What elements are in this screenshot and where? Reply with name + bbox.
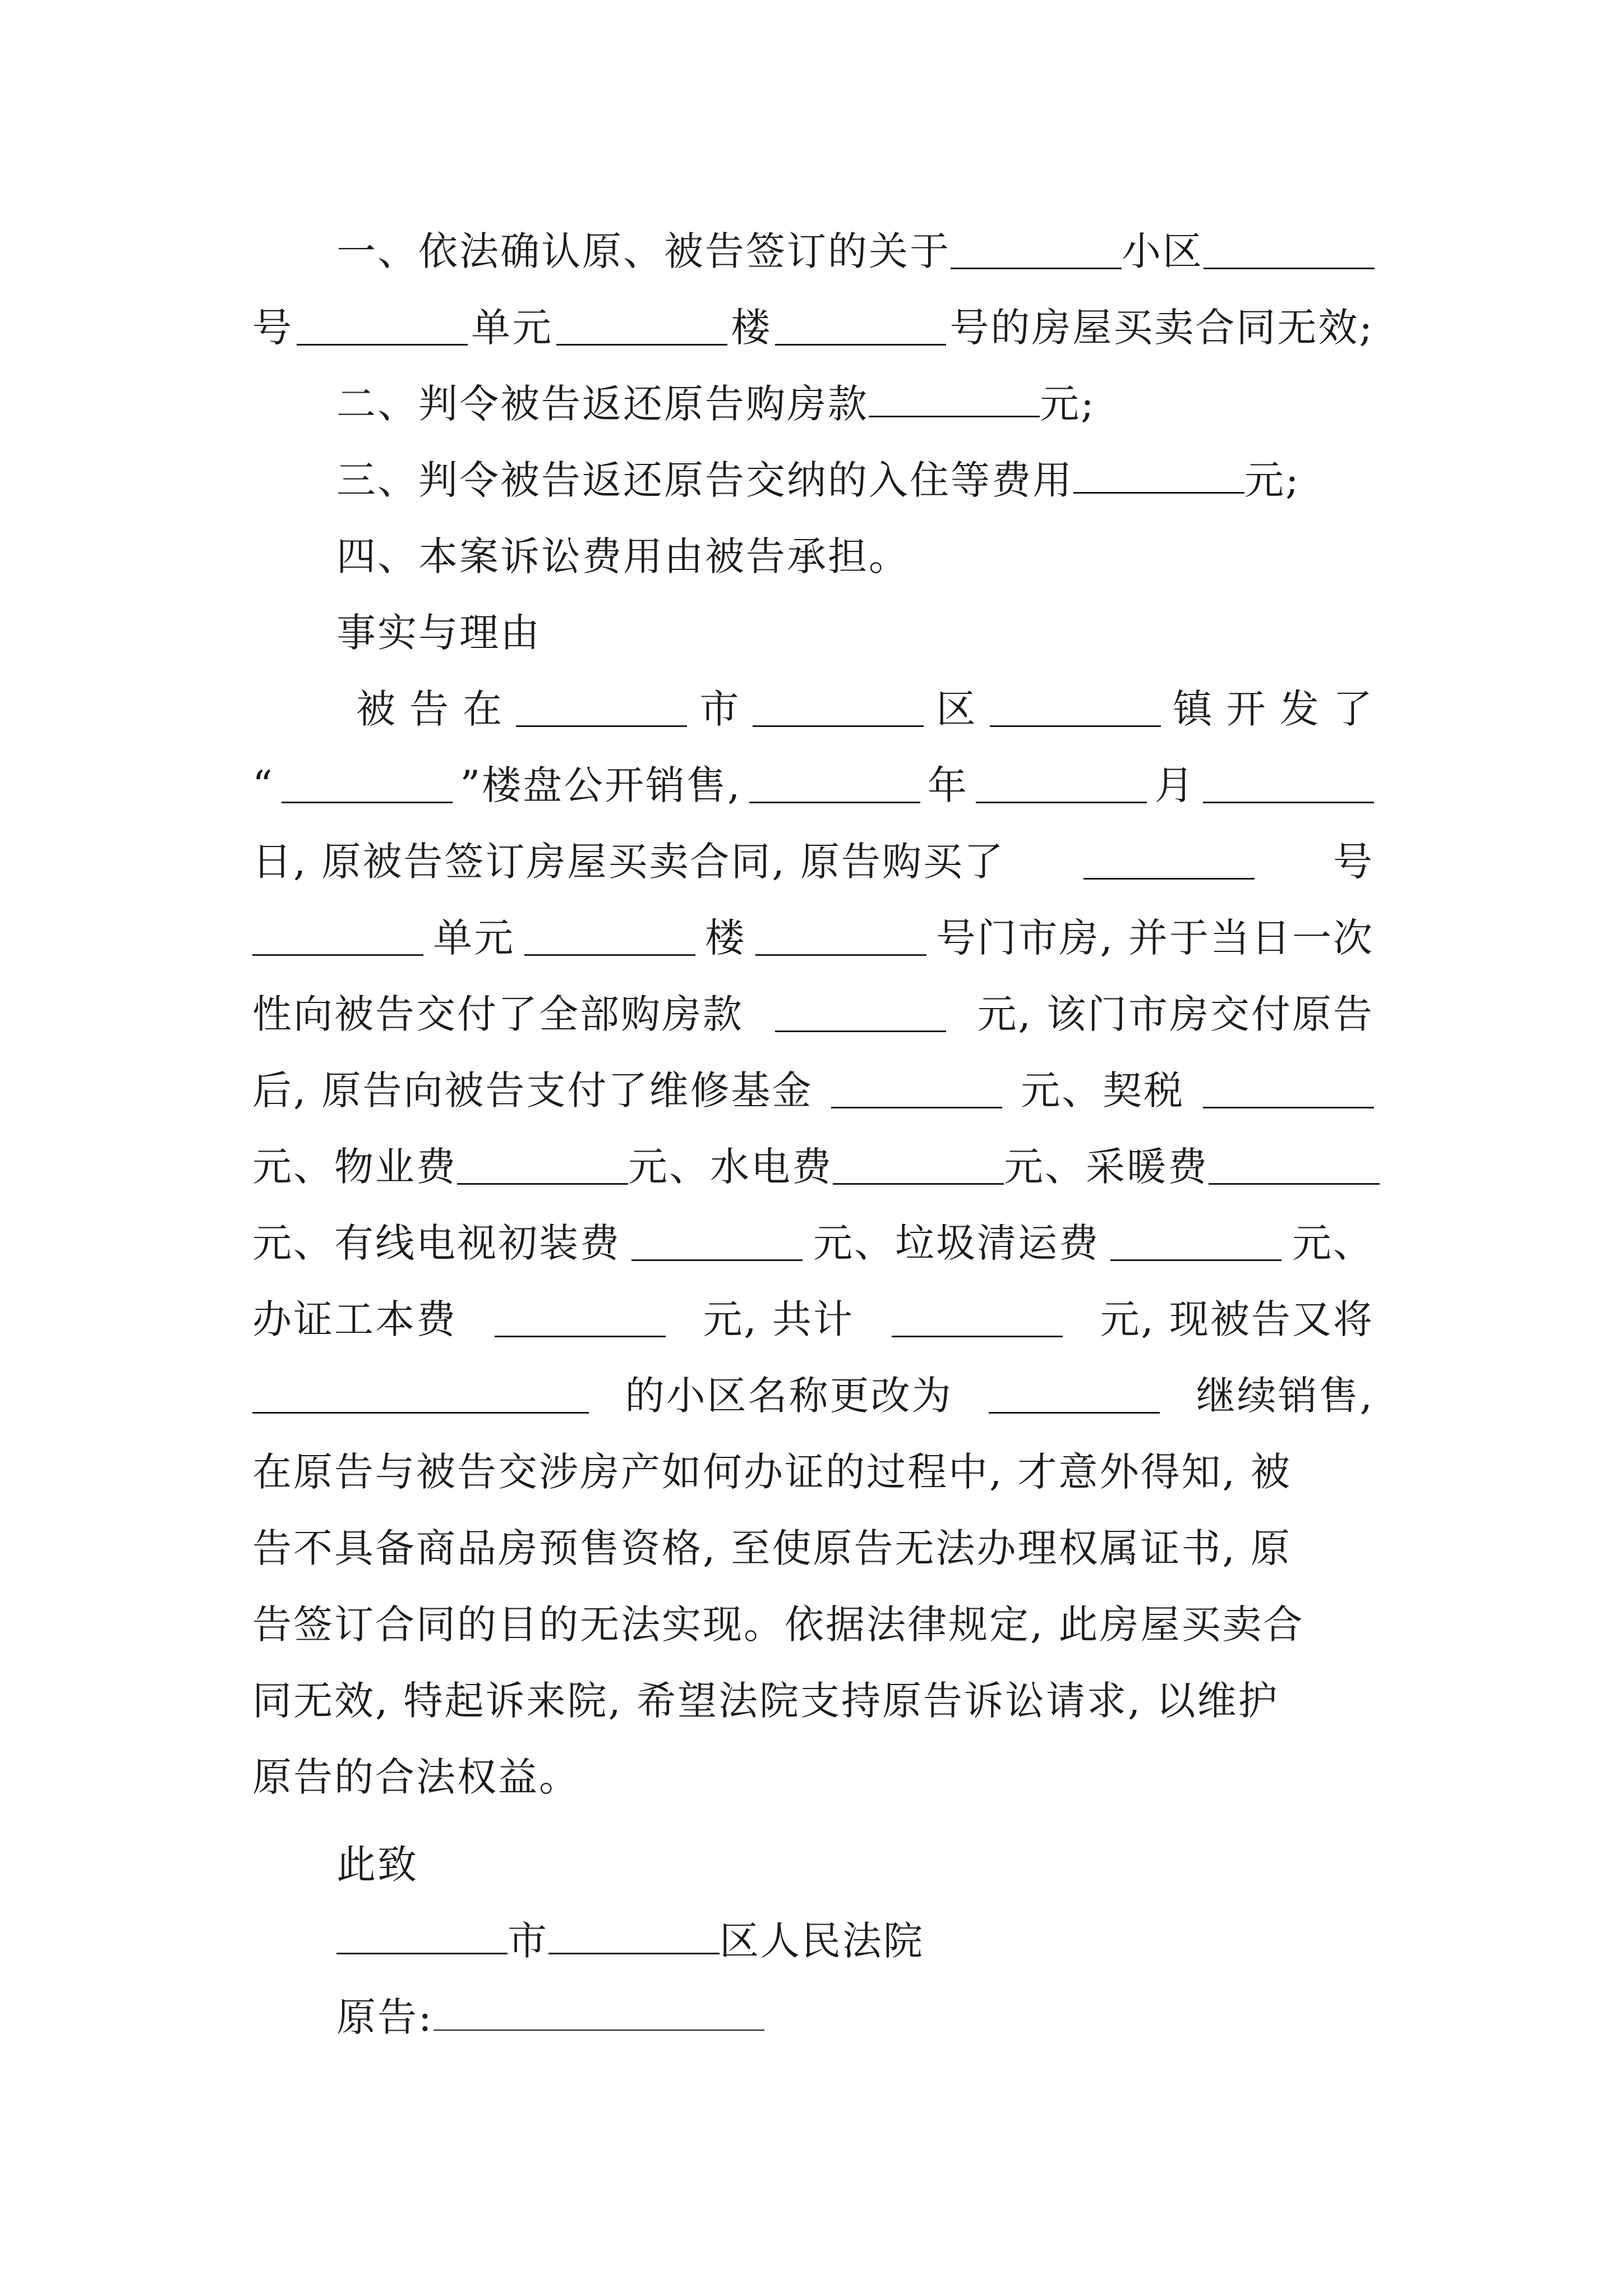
facts-text: 原告的合法权益。: [252, 1754, 580, 1800]
facts-text: ”楼盘公开销售,: [460, 762, 742, 808]
blank-field: [252, 921, 423, 956]
claim-text: 号的房屋买卖合同无效;: [949, 305, 1374, 351]
claim-4: [252, 518, 1374, 595]
facts-text: 楼: [705, 915, 746, 961]
claim-text: 三、判令被告返还原告交纳的入住等费用: [336, 457, 1073, 503]
blank-field: [297, 310, 468, 346]
plaintiff-label: 原告:: [336, 1994, 434, 2040]
blank-field: [1209, 1149, 1380, 1185]
facts-text: 元, 共计: [703, 1296, 854, 1342]
blank-field: [775, 310, 946, 346]
facts-text: 元、: [1292, 1220, 1374, 1266]
facts-line-7: [252, 1129, 1374, 1205]
facts-text: 元、物业费: [252, 1144, 457, 1190]
facts-text: 了: [1332, 686, 1374, 732]
facts-text: 后, 原告向被告支付了维修基金: [252, 1068, 813, 1114]
facts-text: 月: [1154, 762, 1196, 808]
facts-line-12: [252, 1510, 1374, 1586]
blank-field: [252, 1378, 589, 1414]
facts-line-1: [252, 671, 1374, 747]
facts-line-3: [252, 823, 1374, 900]
facts-text: 单元: [433, 915, 515, 961]
facts-line-6: [252, 1052, 1374, 1129]
claim-1-line-1: [252, 213, 1374, 289]
blank-field: [548, 1919, 720, 1954]
blank-field: [892, 1302, 1063, 1337]
facts-line-10: [252, 1358, 1374, 1434]
facts-text: 元, 该门市房交付原告: [977, 991, 1374, 1037]
salutation: [252, 1826, 1374, 1903]
facts-text: 开: [1226, 686, 1267, 732]
blank-field: [524, 921, 695, 956]
court-text: 市: [508, 1918, 548, 1964]
facts-text: 元、契税: [1021, 1068, 1185, 1114]
facts-text: 市: [699, 686, 741, 732]
blank-field: [755, 921, 926, 956]
salutation-text: 此致: [336, 1842, 418, 1888]
facts-text: 继续销售,: [1196, 1373, 1374, 1419]
facts-text: 年: [928, 762, 969, 808]
blank-field: [753, 692, 924, 727]
facts-text: 区: [936, 686, 978, 732]
facts-text: 同无效, 特起诉来院, 希望法院支持原告诉讼请求, 以维护: [252, 1678, 1279, 1724]
blank-field: [516, 692, 687, 727]
claim-text: 四、本案诉讼费用由被告承担。: [336, 533, 910, 579]
blank-field: [775, 997, 946, 1032]
court-line: [252, 1903, 1374, 1979]
facts-line-13: [252, 1586, 1374, 1663]
blank-field: [1073, 458, 1244, 494]
facts-text: 在原告与被告交涉房产如何办证的过程中, 才意外得知, 被: [252, 1449, 1292, 1495]
blank-field: [869, 382, 1040, 417]
facts-text: 镇: [1173, 686, 1214, 732]
claim-text: 单元: [471, 305, 554, 351]
facts-text: 告签订合同的目的无法实现。依据法律规定, 此房屋买卖合: [252, 1602, 1304, 1648]
blank-field: [336, 1919, 508, 1954]
blank-field: [831, 1073, 1002, 1108]
facts-line-5: [252, 976, 1374, 1052]
blank-field: [556, 310, 727, 346]
claim-text: 元;: [1040, 381, 1096, 427]
blank-field: [833, 1149, 1004, 1185]
blank-field: [749, 768, 920, 803]
claim-text: 二、判令被告返还原告购房款: [336, 381, 869, 427]
blank-field: [434, 1996, 764, 2031]
facts-text: 性向被告交付了全部购房款: [252, 991, 744, 1037]
facts-text: 办证工本费: [252, 1296, 457, 1342]
claim-2: [252, 366, 1374, 442]
blank-field: [457, 1149, 628, 1185]
facts-line-15: [252, 1739, 1374, 1815]
claim-text: 号: [252, 305, 293, 351]
claim-3: [252, 442, 1374, 518]
blank-field: [1083, 844, 1255, 880]
blank-field: [989, 1378, 1160, 1414]
blank-field: [976, 768, 1147, 803]
facts-text: 告: [409, 686, 451, 732]
plaintiff-line: [252, 1979, 1374, 2055]
facts-text: 元、垃圾清运费: [813, 1220, 1100, 1266]
blank-field: [1110, 1226, 1281, 1261]
blank-field: [951, 234, 1122, 269]
facts-text: 的小区名称更改为: [625, 1373, 953, 1419]
facts-text: 号: [1332, 839, 1374, 885]
facts-text: 元、有线电视初装费: [252, 1220, 621, 1266]
facts-text: 告不具备商品房预售资格, 至使原告无法办理权属证书, 原: [252, 1525, 1292, 1571]
facts-line-2: [252, 747, 1374, 823]
claim-1-line-2: [252, 289, 1374, 366]
facts-line-11: [252, 1434, 1374, 1510]
blank-field: [631, 1226, 803, 1261]
blank-field: [1204, 234, 1375, 269]
facts-line-9: [252, 1281, 1374, 1358]
facts-text: “: [252, 762, 274, 808]
facts-text: 号门市房, 并于当日一次: [936, 915, 1374, 961]
claim-text: 楼: [731, 305, 772, 351]
facts-line-14: [252, 1663, 1374, 1739]
blank-field: [495, 1302, 666, 1337]
facts-text: 元、采暖费: [1004, 1144, 1209, 1190]
facts-text: 被: [356, 686, 397, 732]
claim-text: 一、依法确认原、被告签订的关于: [336, 228, 951, 274]
facts-text: 在: [463, 686, 504, 732]
court-text: 区人民法院: [720, 1918, 924, 1964]
complaint-document: [252, 213, 1374, 2055]
facts-heading: [252, 595, 1374, 671]
blank-field: [990, 692, 1161, 727]
facts-line-8: [252, 1205, 1374, 1281]
section-heading: 事实与理由: [336, 610, 541, 656]
blank-field: [282, 768, 453, 803]
claim-text: 元;: [1244, 457, 1301, 503]
facts-text: 元, 现被告又将: [1100, 1296, 1374, 1342]
blank-field: [1203, 1073, 1374, 1108]
blank-field: [1203, 768, 1374, 803]
facts-text: 元、水电费: [628, 1144, 833, 1190]
claim-text: 小区: [1122, 228, 1204, 274]
facts-text: 日, 原被告签订房屋买卖合同, 原告购买了: [252, 839, 1006, 885]
facts-text: 发: [1279, 686, 1321, 732]
facts-line-4: [252, 900, 1374, 976]
